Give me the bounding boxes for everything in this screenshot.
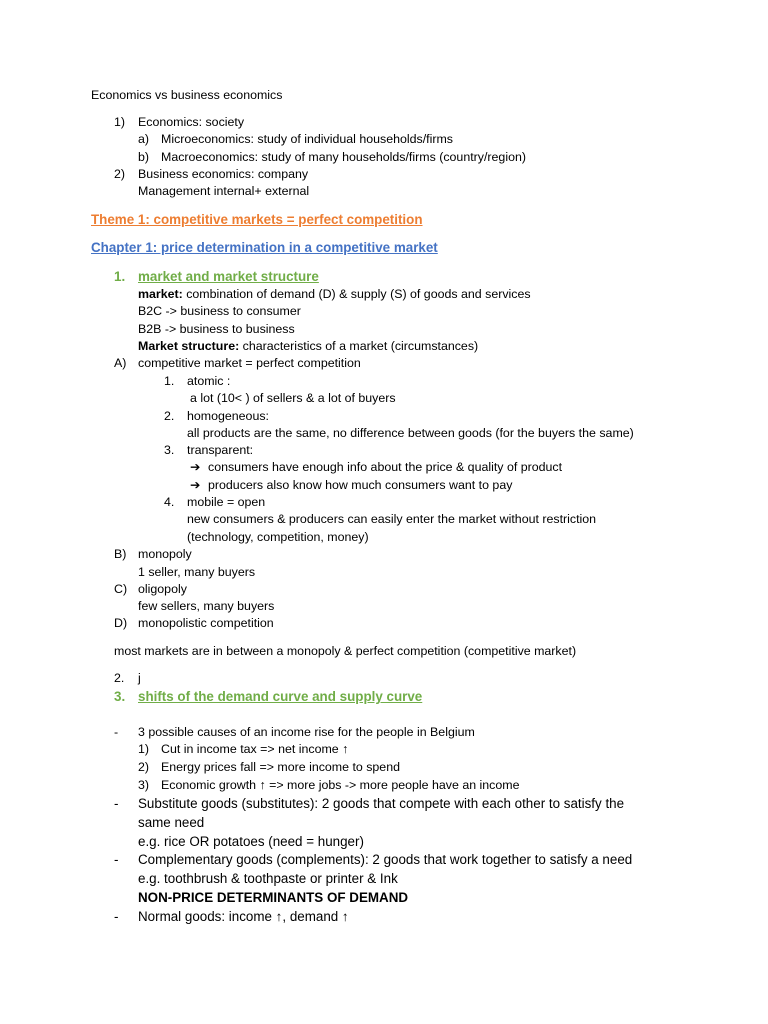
dash-bullet: -: [114, 725, 119, 739]
list-item: Energy prices fall => more income to spend: [161, 760, 400, 774]
list-number: 2): [138, 760, 150, 774]
subheading: NON-PRICE DETERMINANTS OF DEMAND: [138, 890, 409, 905]
arrow-bullet-item: [190, 460, 562, 475]
list-letter: C): [114, 582, 128, 596]
dash-bullet: -: [114, 909, 119, 924]
list-item: homogeneous:: [187, 409, 269, 423]
list-item-detail: few sellers, many buyers: [138, 599, 275, 613]
list-item-continued: same need: [138, 815, 205, 830]
list-number: 1.: [164, 374, 175, 388]
list-item: monopolistic competition: [138, 616, 274, 630]
section-text: j: [138, 671, 141, 685]
list-item: atomic :: [187, 374, 231, 388]
example-text: e.g. rice OR potatoes (need = hunger): [138, 834, 364, 849]
list-item-detail: (technology, competition, money): [187, 530, 369, 544]
text-line: B2B -> business to business: [138, 322, 295, 336]
dash-bullet: -: [114, 796, 119, 811]
term: Market structure:: [138, 339, 240, 353]
list-number: 1): [138, 742, 150, 756]
arrow-icon: ➔: [190, 478, 201, 492]
definition: combination of demand (D) & supply (S) of goods and services: [182, 287, 531, 301]
list-item-detail: 1 seller, many buyers: [138, 565, 256, 579]
section-title: shifts of the demand curve and supply curve: [138, 689, 423, 704]
list-number: 2.: [164, 409, 175, 423]
list-number: 4.: [164, 495, 175, 509]
definition-market: [138, 287, 531, 302]
section-number: 1.: [114, 269, 126, 284]
list-letter: b): [138, 150, 150, 164]
list-item: Cut in income tax => net income ↑: [161, 742, 349, 756]
list-item: 3 possible causes of an income rise for the people in Belgium: [138, 725, 475, 739]
list-item: mobile = open: [187, 495, 266, 509]
section-title: market and market structure: [138, 269, 319, 284]
list-item: Economics: society: [138, 115, 245, 129]
text-line: B2C -> business to consumer: [138, 304, 301, 318]
list-item: Normal goods: income ↑, demand ↑: [138, 909, 349, 924]
summary-text: most markets are in between a monopoly & perfect competition (competitive market): [114, 644, 577, 658]
arrow-bullet-item: [190, 478, 512, 493]
list-item: oligopoly: [138, 582, 187, 596]
arrow-icon: ➔: [190, 460, 201, 474]
list-item: Complementary goods (complements): 2 goods that work together to satisfy a need: [138, 852, 633, 867]
list-item-detail: new consumers & producers can easily enter the market without restriction: [187, 512, 597, 526]
theme-title: Theme 1: competitive markets = perfect competition: [91, 212, 423, 227]
list-item: competitive market = perfect competition: [138, 356, 361, 370]
example-text: e.g. toothbrush & toothpaste or printer & Ink: [138, 871, 398, 886]
chapter-title: Chapter 1: price determination in a competitive market: [91, 240, 438, 255]
list-item: Microeconomics: study of individual households/firms: [161, 132, 453, 146]
list-number: 1): [114, 115, 126, 129]
list-number: 3): [138, 778, 150, 792]
list-number: 2): [114, 167, 126, 181]
list-item: Economic growth ↑ => more jobs -> more people have an income: [161, 778, 520, 792]
list-item: Substitute goods (substitutes): 2 goods that compete with each other to satisfy the: [138, 796, 625, 811]
list-number: 3.: [164, 443, 175, 457]
list-item: monopoly: [138, 547, 192, 561]
list-item: Macroeconomics: study of many households/firms (country/region): [161, 150, 526, 164]
list-letter: A): [114, 356, 127, 370]
dash-bullet: -: [114, 852, 119, 867]
document-heading: Economics vs business economics: [91, 88, 283, 102]
section-number: 3.: [114, 689, 126, 704]
list-letter: a): [138, 132, 150, 146]
list-item-detail: all products are the same, no difference between goods (for the buyers the same): [187, 426, 634, 440]
section-number: 2.: [114, 671, 125, 685]
definition: characteristics of a market (circumstances): [239, 339, 479, 353]
list-item: Business economics: company: [138, 167, 309, 181]
list-letter: B): [114, 547, 127, 561]
list-item-detail: Management internal+ external: [138, 184, 310, 198]
list-letter: D): [114, 616, 128, 630]
list-item: transparent:: [187, 443, 254, 457]
list-item-detail: a lot (10< ) of sellers & a lot of buyers: [190, 391, 396, 405]
definition-market-structure: [138, 339, 478, 354]
bullet-text: producers also know how much consumers want to pay: [208, 478, 513, 492]
term: market:: [138, 287, 183, 301]
bullet-text: consumers have enough info about the price & quality of product: [208, 460, 563, 474]
